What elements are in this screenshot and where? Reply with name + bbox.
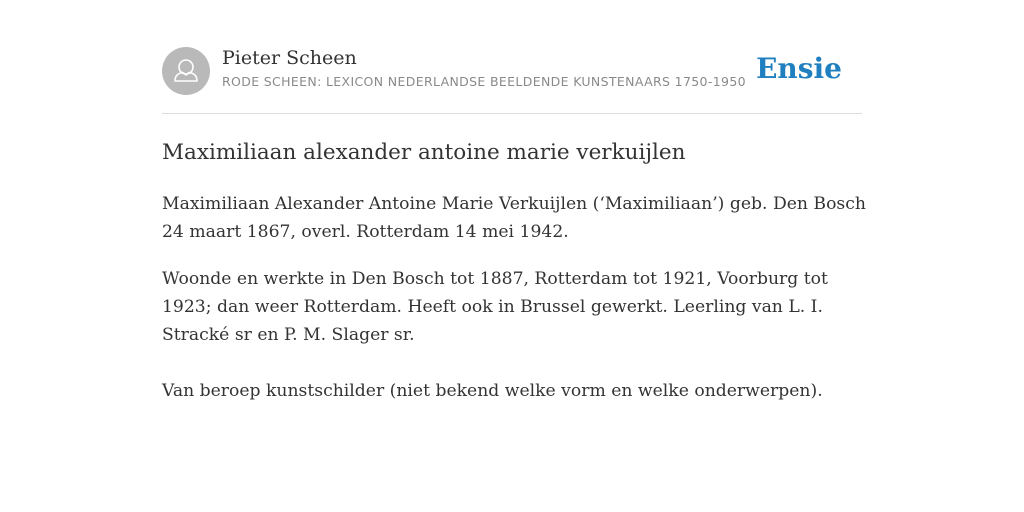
article-title: Maximiliaan alexander antoine marie verkuijlen [162, 140, 686, 165]
user-silhouette-icon [162, 47, 210, 95]
ensie-logo[interactable]: Ensie [756, 52, 842, 85]
avatar[interactable] [162, 47, 210, 95]
author-header [162, 46, 862, 96]
author-name[interactable]: Pieter Scheen [222, 47, 357, 69]
article-paragraph: Maximiliaan Alexander Antoine Marie Verkuijlen (‘Maximiliaan’) geb. Den Bosch 24 maart 1867, overl. Rotterdam 14 mei 1942. [162, 194, 866, 242]
header-divider [162, 113, 862, 114]
article-paragraph: Van beroep kunstschilder (niet bekend welke vorm en welke onderwerpen). [162, 381, 823, 401]
source-title[interactable]: RODE SCHEEN: LEXICON NEDERLANDSE BEELDENDE KUNSTENAARS 1750-1950 [222, 74, 746, 89]
article-paragraph: Woonde en werkte in Den Bosch tot 1887, Rotterdam tot 1921, Voorburg tot 1923; dan weer Rotterdam. Heeft ook in Brussel gewerkt. Leerling van L. I. Stracké sr en P. M. Slager sr. [162, 269, 828, 345]
